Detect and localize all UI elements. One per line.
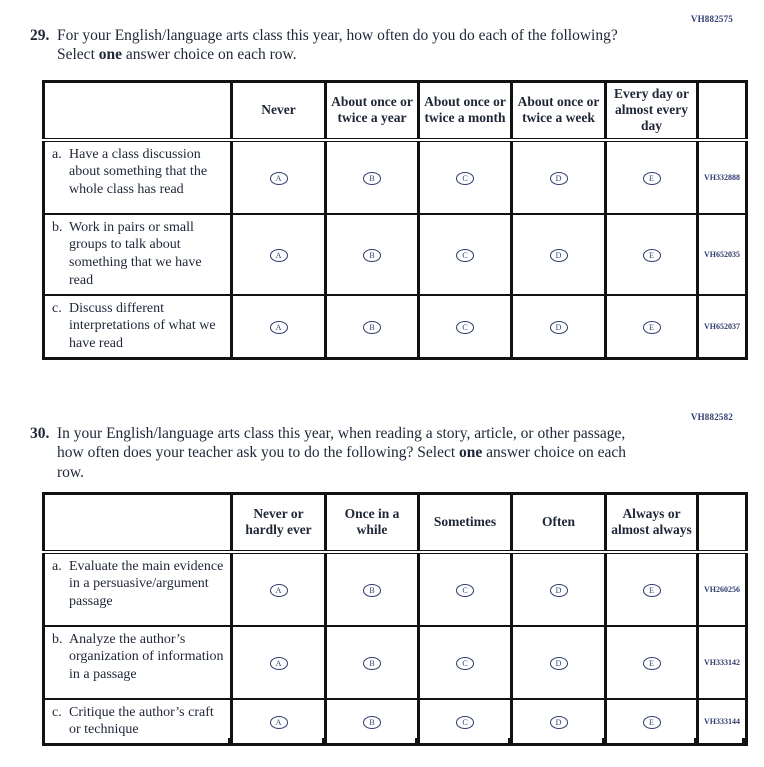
q30-column-header-once: Once in a while bbox=[326, 494, 419, 552]
q29-b-option-cell bbox=[232, 214, 326, 295]
question-29-text-before: For your English/language arts class this year, how often do you do each of the following? Select bbox=[57, 27, 618, 64]
table-border-stub bbox=[742, 738, 745, 745]
q30-c-bubble-e[interactable]: E bbox=[643, 716, 661, 729]
q30-a-bubble-e[interactable]: E bbox=[643, 584, 661, 597]
q29-b-option-cell bbox=[606, 214, 698, 295]
row-text: Work in pairs or small groups to talk about something that we have read bbox=[69, 219, 202, 288]
q30-a-bubble-c[interactable]: C bbox=[456, 584, 474, 597]
q29-b-option-cell bbox=[512, 214, 606, 295]
q30-a-option-cell bbox=[606, 552, 698, 626]
q29-b-bubble-a[interactable]: A bbox=[270, 249, 288, 262]
row-text: Have a class discussion about something that the whole class has read bbox=[69, 146, 208, 198]
q30-column-header-often: Often bbox=[512, 494, 606, 552]
q30-c-bubble-a[interactable]: A bbox=[270, 716, 288, 729]
q29-row-a bbox=[44, 140, 747, 214]
q30-a-option-cell bbox=[419, 552, 512, 626]
table-border-stub bbox=[602, 738, 605, 745]
q29-header-row bbox=[44, 82, 747, 140]
question-30-text bbox=[57, 424, 645, 482]
q30-b-option-cell bbox=[326, 626, 419, 699]
q29-a-option-cell bbox=[419, 140, 512, 214]
q29-c-option-cell bbox=[419, 295, 512, 359]
row-letter: c. bbox=[52, 300, 62, 316]
q30-b-bubble-c[interactable]: C bbox=[456, 657, 474, 670]
q29-row-a-code: VH332888 bbox=[698, 140, 747, 214]
table-border-stub bbox=[228, 738, 231, 745]
q29-a-bubble-e[interactable]: E bbox=[643, 172, 661, 185]
question-29-text bbox=[57, 26, 645, 65]
row-text: Discuss different interpretations of what we have read bbox=[69, 300, 216, 352]
row-letter: a. bbox=[52, 558, 62, 574]
q29-c-bubble-e[interactable]: E bbox=[643, 321, 661, 334]
q30-column-header-never: Never or hardly ever bbox=[232, 494, 326, 552]
q29-a-option-cell bbox=[232, 140, 326, 214]
row-letter: b. bbox=[52, 631, 63, 647]
q29-c-bubble-a[interactable]: A bbox=[270, 321, 288, 334]
q30-b-bubble-b[interactable]: B bbox=[363, 657, 381, 670]
q30-a-option-cell bbox=[512, 552, 606, 626]
q30-column-header-sometimes: Sometimes bbox=[419, 494, 512, 552]
row-letter: a. bbox=[52, 146, 62, 162]
q30-empty-header-cell bbox=[44, 494, 232, 552]
q30-a-bubble-b[interactable]: B bbox=[363, 584, 381, 597]
q29-row-b-code: VH652035 bbox=[698, 214, 747, 295]
q29-c-option-cell bbox=[606, 295, 698, 359]
question-30-text-before: In your English/language arts class this year, when reading a story, article, or other passage, how often does your teacher ask you to do the following? Select bbox=[57, 425, 626, 462]
q29-row-c-code: VH652037 bbox=[698, 295, 747, 359]
q29-b-bubble-c[interactable]: C bbox=[456, 249, 474, 262]
question-30-number: 30. bbox=[30, 425, 50, 442]
cropped-table-edge bbox=[42, 738, 745, 745]
q30-header-row bbox=[44, 494, 747, 552]
q29-row-b bbox=[44, 214, 747, 295]
q30-b-option-cell bbox=[512, 626, 606, 699]
row-text: Evaluate the main evidence in a persuasive/argument passage bbox=[69, 558, 224, 610]
q30-row-a bbox=[44, 552, 747, 626]
q29-b-bubble-d[interactable]: D bbox=[550, 249, 568, 262]
q29-row-c-label bbox=[44, 295, 232, 359]
question-30-text-after: answer choice on each row. bbox=[57, 444, 627, 481]
q29-c-option-cell bbox=[232, 295, 326, 359]
q30-a-bubble-d[interactable]: D bbox=[550, 584, 568, 597]
table-border-stub bbox=[322, 738, 325, 745]
q29-column-header-month: About once or twice a month bbox=[419, 82, 512, 140]
q29-row-b-label bbox=[44, 214, 232, 295]
row-text: Analyze the author’s organization of information in a passage bbox=[69, 631, 224, 683]
q29-row-c bbox=[44, 295, 747, 359]
q30-c-bubble-d[interactable]: D bbox=[550, 716, 568, 729]
row-text: Critique the author’s craft or technique bbox=[69, 704, 214, 738]
q29-row-a-label bbox=[44, 140, 232, 214]
q30-b-bubble-d[interactable]: D bbox=[550, 657, 568, 670]
q29-a-bubble-c[interactable]: C bbox=[456, 172, 474, 185]
question-30-ref-code: VH882582 bbox=[690, 412, 733, 422]
q29-column-header-week: About once or twice a week bbox=[512, 82, 606, 140]
q30-a-bubble-a[interactable]: A bbox=[270, 584, 288, 597]
question-29-ref-code: VH882575 bbox=[690, 14, 733, 24]
q29-c-bubble-d[interactable]: D bbox=[550, 321, 568, 334]
q29-empty-header-cell bbox=[44, 82, 232, 140]
table-border-stub bbox=[508, 738, 511, 745]
q29-answer-grid bbox=[42, 80, 748, 360]
q30-b-option-cell bbox=[232, 626, 326, 699]
q29-c-bubble-c[interactable]: C bbox=[456, 321, 474, 334]
q30-row-a-code: VH260256 bbox=[698, 552, 747, 626]
q29-column-header-everyday: Every day or almost every day bbox=[606, 82, 698, 140]
q29-a-option-cell bbox=[606, 140, 698, 214]
q29-a-bubble-d[interactable]: D bbox=[550, 172, 568, 185]
q30-row-b bbox=[44, 626, 747, 699]
table-border-stub bbox=[694, 738, 697, 745]
q30-row-c-code: VH333144 bbox=[698, 699, 747, 745]
q29-column-header-never: Never bbox=[232, 82, 326, 140]
q29-c-option-cell bbox=[326, 295, 419, 359]
q29-b-bubble-b[interactable]: B bbox=[363, 249, 381, 262]
q29-empty-code-header bbox=[698, 82, 747, 140]
q29-a-bubble-a[interactable]: A bbox=[270, 172, 288, 185]
q30-row-a-label bbox=[44, 552, 232, 626]
q29-b-option-cell bbox=[326, 214, 419, 295]
q29-b-bubble-e[interactable]: E bbox=[643, 249, 661, 262]
q29-column-header-year: About once or twice a year bbox=[326, 82, 419, 140]
q30-c-bubble-c[interactable]: C bbox=[456, 716, 474, 729]
question-29 bbox=[30, 26, 645, 65]
q30-a-option-cell bbox=[326, 552, 419, 626]
q30-b-bubble-a[interactable]: A bbox=[270, 657, 288, 670]
question-29-text-after: answer choice on each row. bbox=[122, 46, 297, 64]
question-29-text-bold: one bbox=[98, 46, 122, 64]
question-30-text-bold: one bbox=[459, 444, 483, 462]
q29-a-option-cell bbox=[326, 140, 419, 214]
q29-c-bubble-b[interactable]: B bbox=[363, 321, 381, 334]
table-border-stub bbox=[42, 738, 45, 745]
q30-row-b-label bbox=[44, 626, 232, 699]
row-letter: b. bbox=[52, 219, 63, 235]
q30-c-bubble-b[interactable]: B bbox=[363, 716, 381, 729]
q30-b-option-cell bbox=[606, 626, 698, 699]
q30-row-b-code: VH333142 bbox=[698, 626, 747, 699]
q29-c-option-cell bbox=[512, 295, 606, 359]
question-30 bbox=[30, 424, 645, 482]
q29-b-option-cell bbox=[419, 214, 512, 295]
q29-a-option-cell bbox=[512, 140, 606, 214]
q30-a-option-cell bbox=[232, 552, 326, 626]
table-border-stub bbox=[415, 738, 418, 745]
question-29-number: 29. bbox=[30, 27, 50, 44]
q30-b-bubble-e[interactable]: E bbox=[643, 657, 661, 670]
q29-a-bubble-b[interactable]: B bbox=[363, 172, 381, 185]
row-letter: c. bbox=[52, 704, 62, 720]
q30-column-header-always: Always or almost always bbox=[606, 494, 698, 552]
q30-b-option-cell bbox=[419, 626, 512, 699]
q30-answer-grid bbox=[42, 492, 748, 746]
q30-empty-code-header bbox=[698, 494, 747, 552]
